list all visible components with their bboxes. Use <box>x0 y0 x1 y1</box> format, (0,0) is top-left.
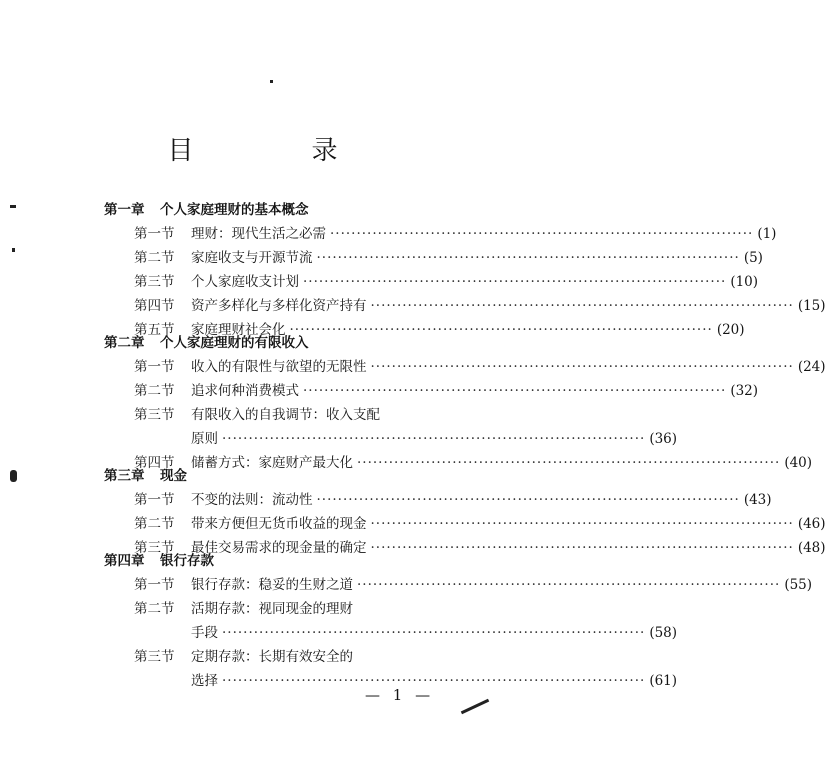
scan-speck <box>10 470 17 482</box>
chapter-label: 第二章 <box>104 335 145 351</box>
section-title: 活期存款：视同现金的理财 <box>191 601 353 617</box>
section-label: 第五节 <box>134 322 175 338</box>
section-title: 有限收入的自我调节：收入支配 <box>191 407 380 423</box>
toc-chapter <box>104 333 309 353</box>
toc-section <box>134 357 826 377</box>
leader-dots: ················································································ <box>316 492 740 508</box>
section-title: 选择 <box>191 673 218 689</box>
toc-section <box>134 647 450 667</box>
leader-dots: ················································································ <box>357 577 781 593</box>
leader-dots: ················································································ <box>370 359 794 375</box>
leader-dots: ················································································ <box>222 673 646 689</box>
leader-dots: ················································································ <box>370 298 794 314</box>
section-label: 第二节 <box>134 383 175 399</box>
toc-section <box>134 490 772 510</box>
toc-section <box>134 405 450 425</box>
section-label: 第二节 <box>134 516 175 532</box>
toc-section <box>134 224 777 244</box>
page-ref: (55) <box>784 577 813 593</box>
leader-dots: ················································································ <box>289 322 713 338</box>
toc-section <box>134 272 759 292</box>
leader-dots: ················································································ <box>370 540 794 556</box>
page-title: 目 录 <box>167 136 384 166</box>
section-title: 追求何种消费模式 <box>191 383 299 399</box>
page-ref: (36) <box>649 431 678 447</box>
page-ref: (46) <box>797 516 826 532</box>
section-title: 手段 <box>191 625 218 641</box>
section-title: 不变的法则：流动性 <box>191 492 313 508</box>
section-title: 个人家庭收支计划 <box>191 274 299 290</box>
section-title: 收入的有限性与欲望的无限性 <box>191 359 367 375</box>
page-ref: (20) <box>716 322 745 338</box>
toc-chapter <box>104 551 214 571</box>
page-ref: (48) <box>797 540 826 556</box>
page-ref: (15) <box>797 298 826 314</box>
toc-section <box>134 599 450 619</box>
chapter-title: 银行存款 <box>160 553 214 569</box>
section-label: 第二节 <box>134 601 175 617</box>
section-title: 家庭收支与开源节流 <box>191 250 313 266</box>
page-number: — 1 — <box>365 686 435 704</box>
toc-section <box>134 248 763 268</box>
section-title: 最佳交易需求的现金量的确定 <box>191 540 367 556</box>
section-title: 资产多样化与多样化资产持有 <box>191 298 367 314</box>
section-title: 银行存款：稳妥的生财之道 <box>191 577 353 593</box>
toc-section-continuation <box>191 623 678 643</box>
section-label: 第四节 <box>134 298 175 314</box>
scan-speck <box>10 205 16 208</box>
toc-section <box>134 514 826 534</box>
page-ref: (10) <box>730 274 759 290</box>
page-ref: (1) <box>757 226 777 242</box>
scan-stroke <box>461 699 489 714</box>
toc-section <box>134 296 826 316</box>
toc-section <box>134 575 813 595</box>
page-ref: (58) <box>649 625 678 641</box>
leader-dots: ················································································ <box>316 250 740 266</box>
section-label: 第三节 <box>134 649 175 665</box>
leader-dots: ················································································ <box>222 625 646 641</box>
section-title: 理财：现代生活之必需 <box>191 226 326 242</box>
leader-dots: ················································································ <box>357 455 781 471</box>
leader-dots: ················································································ <box>222 431 646 447</box>
toc-section-continuation <box>191 429 678 449</box>
leader-dots: ················································································ <box>303 274 727 290</box>
chapter-title: 个人家庭理财的有限收入 <box>160 335 309 351</box>
leader-dots: ················································································ <box>330 226 754 242</box>
section-title: 带来方便但无货币收益的现金 <box>191 516 367 532</box>
section-title: 家庭理财社会化 <box>191 322 286 338</box>
toc-section <box>134 381 759 401</box>
section-label: 第四节 <box>134 455 175 471</box>
section-label: 第一节 <box>134 492 175 508</box>
scan-speck <box>270 80 273 83</box>
toc-chapter <box>104 466 187 486</box>
section-label: 第三节 <box>134 540 175 556</box>
toc-chapter <box>104 200 309 220</box>
chapter-title: 个人家庭理财的基本概念 <box>160 202 309 218</box>
section-label: 第一节 <box>134 359 175 375</box>
section-title: 储蓄方式：家庭财产最大化 <box>191 455 353 471</box>
page-ref: (5) <box>743 250 763 266</box>
section-title: 定期存款：长期有效安全的 <box>191 649 353 665</box>
scan-speck <box>12 248 15 252</box>
leader-dots: ················································································ <box>370 516 794 532</box>
leader-dots: ················································································ <box>303 383 727 399</box>
section-label: 第一节 <box>134 577 175 593</box>
page-ref: (40) <box>784 455 813 471</box>
section-label: 第三节 <box>134 274 175 290</box>
page-ref: (32) <box>730 383 759 399</box>
section-label: 第三节 <box>134 407 175 423</box>
section-label: 第二节 <box>134 250 175 266</box>
chapter-label: 第四章 <box>104 553 145 569</box>
chapter-title: 现金 <box>160 468 187 484</box>
page-ref: (61) <box>649 673 678 689</box>
section-title: 原则 <box>191 431 218 447</box>
page-ref: (24) <box>797 359 826 375</box>
section-label: 第一节 <box>134 226 175 242</box>
chapter-label: 第三章 <box>104 468 145 484</box>
page-ref: (43) <box>743 492 772 508</box>
chapter-label: 第一章 <box>104 202 145 218</box>
